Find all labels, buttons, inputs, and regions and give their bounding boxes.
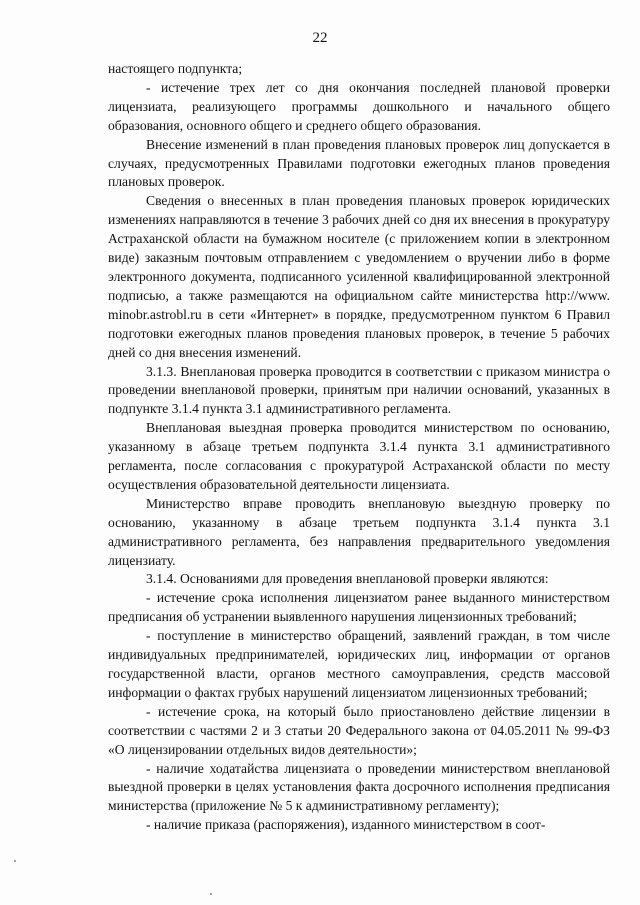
- paragraph-3: Внесение изменений в план проведения плановых проверок лиц допускается в случаях, предусмотренных Правилами подготовки ежегодных планов проведения плановых проверок.: [108, 136, 610, 190]
- paragraph-9: - истечение срока исполнения лицензиатом ранее выданного министерством предписания об устранении выявленного нарушения лицензионных требований;: [108, 590, 610, 625]
- paragraph-2: - истечение трех лет со дня окончания последней плановой проверки лицензиата, реализующего программы дошкольного и начального общего образования, основного общего и среднего общего образования.: [108, 79, 610, 133]
- scan-speck: [14, 860, 16, 862]
- paragraph-6: Внеплановая выездная проверка проводится министерством по основанию, указанному в абзаце третьем подпункта 3.1.4 пункта 3.1 административного регламента, после согласования с прокуратурой Астраханской области по месту осуществления образовательной деятельности лицензиата.: [108, 420, 610, 492]
- page-number: 22: [312, 30, 328, 46]
- paragraph-5: 3.1.3. Внеплановая проверка проводится в соответствии с приказом министра о проведении внеплановой проверки, принятым при наличии оснований, указанных в подпункте 3.1.4 пункта 3.1 административного регламента.: [108, 363, 610, 417]
- paragraph-1: настоящего подпункта;: [108, 61, 243, 76]
- paragraph-12: - наличие ходатайства лицензиата о проведении министерством внеплановой выездной проверки в целях установления факта досрочного исполнения предписания министерства (приложение № 5 к административному регламенту);: [108, 760, 610, 814]
- paragraph-11: - истечение срока, на который было приостановлено действие лицензии в соответствии с частями 2 и 3 статьи 20 Федерального закона от 04.05.2011 № 99-ФЗ «О лицензировании отдельных видов деятельности»;: [108, 703, 610, 757]
- scan-speck: [210, 893, 212, 895]
- paragraph-8: 3.1.4. Основаниями для проведения внеплановой проверки являются:: [146, 571, 549, 587]
- paragraph-7: Министерство вправе проводить внеплановую выездную проверку по основанию, указанному в абзаце третьем подпункта 3.1.4 пункта 3.1 административного регламента, без направления предварительного уведомления лицензиату.: [108, 495, 610, 568]
- paragraph-13: - наличие приказа (распоряжения), изданного министерством в соот-: [146, 817, 546, 833]
- document-body: [108, 60, 610, 835]
- paragraph-10: - поступление в министерство обращений, заявлений граждан, в том числе индивидуальных предпринимателей, юридических лиц, информации от органов государственной власти, органов местного самоуправления, средств массовой информации о фактах грубых нарушений лицензиатом лицензионных требований;: [108, 628, 610, 700]
- paragraph-4: Сведения о внесенных в план проведения плановых проверок юридических изменениях направляются в течение 3 рабочих дней со дня их внесения в прокуратуру Астраханской области на бумажном носителе (с приложением копии в электронном виде) заказным почтовым отправлением с уведомлением о вручении либо в форме электронного документа, подписанного усиленной квалифицированной электронной подписью, а также размещаются на официальном сайте министерства http://www. minobr.astrobl.ru в сети «Интернет» в порядке, предусмотренном пунктом 6 Правил подготовки ежегодных планов проведения плановых проверок, в течение 5 рабочих дней со дня внесения изменений.: [108, 193, 610, 360]
